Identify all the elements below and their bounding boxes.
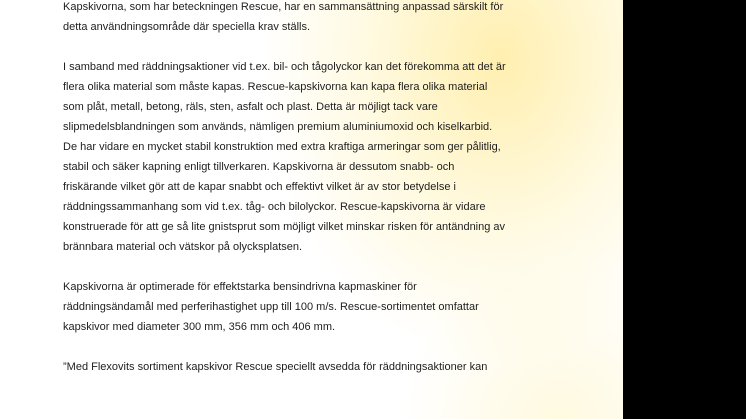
text-line: ”Med Flexovits sortiment kapskivor Rescue speciellt avsedda för räddningsaktioner kan <box>63 361 488 373</box>
text-line: De har vidare en mycket stabil konstruktion med extra kraftiga armeringar som ger pålitlig, <box>63 141 501 153</box>
text-line: slipmedelsblandningen som används, nämligen premium aluminiumoxid och kiselkarbid. <box>63 121 493 133</box>
text-line: detta användningsområde där speciella krav ställs. <box>63 21 311 33</box>
paragraph-intro <box>63 0 611 37</box>
paragraph-rescue-use <box>63 57 611 257</box>
text-line: som plåt, metall, betong, räls, sten, asfalt och plast. Detta är möjligt tack vare <box>63 101 438 113</box>
text-line: konstruerade för att ge så lite gnistsprut som möjligt vilket minskar risken för antändning av <box>63 221 506 233</box>
text-line: Kapskivorna är optimerade för effektstarka bensindrivna kapmaskiner för <box>63 281 417 293</box>
text-line: I samband med räddningsaktioner vid t.ex. bil- och tågolyckor kan det förekomma att det är <box>63 61 506 73</box>
article-body <box>63 0 611 397</box>
text-line: friskärande vilket gör att de kapar snabbt och effektivt vilket är av stor betydelse i <box>63 181 456 193</box>
paragraph-specifications <box>63 277 611 337</box>
text-line: Kapskivorna, som har beteckningen Rescue, har en sammansättning anpassad särskilt för <box>63 1 504 13</box>
text-line: stabil och säker kapning enligt tillverkaren. Kapskivorna är dessutom snabb- och <box>63 161 455 173</box>
dark-sidebar <box>623 0 746 419</box>
text-line: räddningsändamål med perferihastighet upp till 100 m/s. Rescue-sortimentet omfattar <box>63 301 479 313</box>
text-line: brännbara material och vätskor på olycksplatsen. <box>63 241 303 253</box>
paragraph-quote <box>63 357 611 377</box>
text-line: flera olika material som måste kapas. Rescue-kapskivorna kan kapa flera olika material <box>63 81 488 93</box>
text-line: kapskivor med diameter 300 mm, 356 mm och 406 mm. <box>63 321 336 333</box>
text-line: räddningssammanhang som vid t.ex. tåg- och bilolyckor. Rescue-kapskivorna är vidare <box>63 201 486 213</box>
